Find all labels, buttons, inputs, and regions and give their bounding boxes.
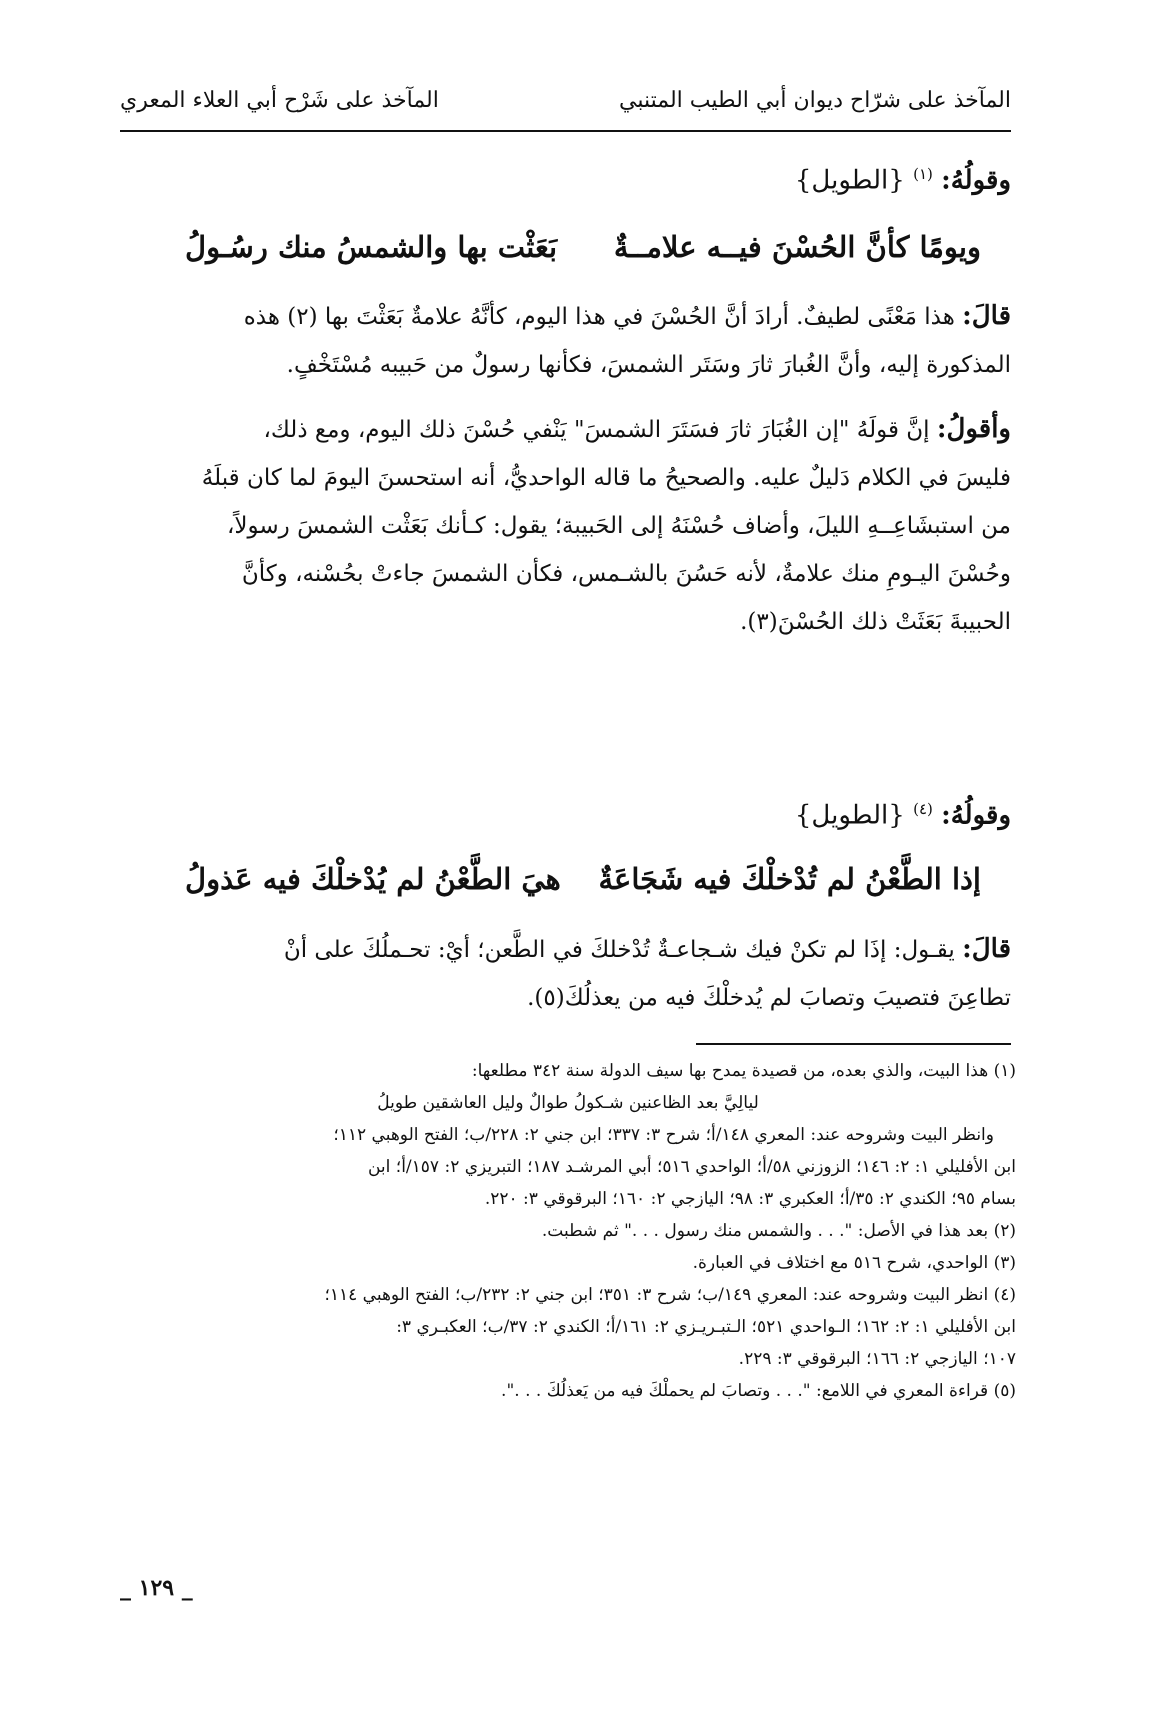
page-number: _ ١٢٩ _ — [120, 1575, 193, 1601]
footnote-ref: (٤) — [913, 800, 933, 818]
footnote-line: (٢) بعد هذا في الأصل: ". . . والشمس منك رسول . . ." ثم شطبت. — [541, 1221, 1016, 1241]
footnote-ref: (١) — [913, 165, 933, 183]
paragraph-lead: وأقولُ: — [936, 414, 1011, 444]
verse-first-hemistich: إذا الطَّعْنُ لم تُدْخلْكَ فيه شَجَاعَةٌ — [598, 862, 981, 896]
text-line: فليسَ في الكلام دَليلٌ عليه. والصحيحُ ما قاله الواحديُّ، أنه استحسنَ اليومَ لما كان قبلَهُ — [201, 465, 1011, 491]
footnote-line: (٤) انظر البيت وشروحه عند: المعري ١٤٩/ب؛ شرح ٣: ٣٥١؛ ابن جني ٢: ٢٣٢/ب؛ الفتح الوهبي ١١٤؛ — [324, 1285, 1016, 1305]
footnote-line: بسام ٩٥؛ الكندي ٢: ٣٥/أ؛ العكبري ٣: ٩٨؛ اليازجي ٢: ١٦٠؛ البرقوقي ٣: ٢٢٠. — [484, 1189, 1016, 1209]
footnote-line: (٥) قراءة المعري في اللامع: ". . . وتصابَ لم يحملْكَ فيه من يَعذلُكَ . . .". — [501, 1381, 1016, 1401]
footnote-line: ابن الأفليلي ١: ٢: ١٦٢؛ الـواحدي ٥٢١؛ الـتبـريـزي ٢: ١٦١/أ؛ الكندي ٢: ٣٧/ب؛ العكبـري ٣: — [396, 1317, 1016, 1337]
text-line: تطاعِنَ فتصيبَ وتصابَ لم يُدخلْكَ فيه من يعذلُكَ(٥). — [527, 985, 1011, 1011]
text-line: من استبشَاعِــهِ الليلَ، وأضاف حُسْنَهُ إلى الحَبيبة؛ يقول: كـأنك بَعَثْت الشمسَ رسولاً، — [226, 513, 1011, 539]
meter-name: {الطويل} — [794, 800, 905, 831]
footnote-divider — [696, 1043, 1011, 1045]
text-line: قالَ: يقـول: إذَا لم تكنْ فيك شـجاعـةٌ تُدْخلكَ في الطَّعن؛ أيْ: تحـملُكَ على أنْ — [283, 934, 1011, 964]
verse-first-hemistich: ويومًا كأنَّ الحُسْنَ فيــه علامــةٌ — [613, 230, 981, 264]
footnote-line: (٣) الواحدي، شرح ٥١٦ مع اختلاف في العبارة. — [692, 1253, 1016, 1273]
verse-second-hemistich: بَعَثْت بها والشمسُ منك رسُـولُ — [185, 230, 558, 264]
running-header — [120, 88, 1011, 128]
header-divider — [120, 130, 1011, 132]
paragraph-lead: قالَ: — [962, 934, 1011, 964]
header-book-title: المآخذ على شرّاح ديوان أبي الطيب المتنبي — [619, 88, 1011, 113]
verse-intro-label: وقولُهُ: — [941, 800, 1011, 831]
footnote-line: ١٠٧؛ اليازجي ٢: ١٦٦؛ البرقوقي ٣: ٢٢٩. — [738, 1349, 1016, 1369]
text-line: الحبيبةَ بَعَثَتْ ذلك الحُسْنَ(٣). — [740, 609, 1011, 635]
text-line: وحُسْنَ اليـومِ منك علامةٌ، لأنه حَسُنَ بالشـمس، فكأن الشمسَ جاءتْ بحُسْنه، وكأنَّ — [241, 561, 1011, 587]
verse-intro — [795, 165, 1011, 196]
verse-intro — [795, 800, 1011, 831]
poem-verse — [120, 230, 1011, 274]
commentary-paragraph — [120, 925, 1011, 1022]
text-line: وأقولُ: إنَّ قولَهُ "إن الغُبَارَ ثارَ فسَتَرَ الشمسَ" يَنْفي حُسْنَ ذلك اليوم، ومع ذلك، — [263, 414, 1011, 444]
verse-second-hemistich: هيَ الطَّعْنُ لم يُدْخلْكَ فيه عَذولُ — [185, 862, 561, 896]
verse-intro-label: وقولُهُ: — [941, 165, 1011, 196]
commentary-paragraph — [120, 405, 1011, 646]
header-chapter-title: المآخذ على شَرْح أبي العلاء المعري — [120, 88, 439, 113]
footnote-line: (١) هذا البيت، والذي بعده، من قصيدة يمدح بها سيف الدولة سنة ٣٤٢ مطلعها: — [471, 1061, 1016, 1081]
text-line: قالَ: هذا مَعْنًى لطيفٌ. أرادَ أنَّ الحُسْنَ في هذا اليوم، كأنَّهُ علامةٌ بَعَثْتَ بها (٢) هذه — [243, 301, 1011, 331]
paragraph-lead: قالَ: — [962, 301, 1011, 331]
footnote-verse-line: ليالِيَّ بعد الظاعنين شـكولُ طوالٌ وليل العاشقين طويلُ — [377, 1093, 759, 1113]
footnotes — [120, 1055, 1016, 1407]
commentary-paragraph — [120, 292, 1011, 389]
footnote-line: وانظر البيت وشروحه عند: المعري ١٤٨/أ؛ شرح ٣: ٣٣٧؛ ابن جني ٢: ٢٢٨/ب؛ الفتح الوهبي ١١٢؛ — [333, 1125, 994, 1145]
poem-verse — [120, 862, 1011, 906]
meter-name: {الطويل} — [794, 165, 905, 196]
text-line: المذكورة إليه، وأنَّ الغُبارَ ثارَ وسَتَر الشمسَ، فكأنها رسولٌ من حَبيبه مُسْتَخْفٍ. — [286, 352, 1011, 378]
footnote-line: ابن الأفليلي ١: ٢: ١٤٦؛ الزوزني ٥٨/أ؛ الواحدي ٥١٦؛ أبي المرشـد ١٨٧؛ التبريزي ٢: ١٥٧/أ؛ ابن — [367, 1157, 1016, 1177]
